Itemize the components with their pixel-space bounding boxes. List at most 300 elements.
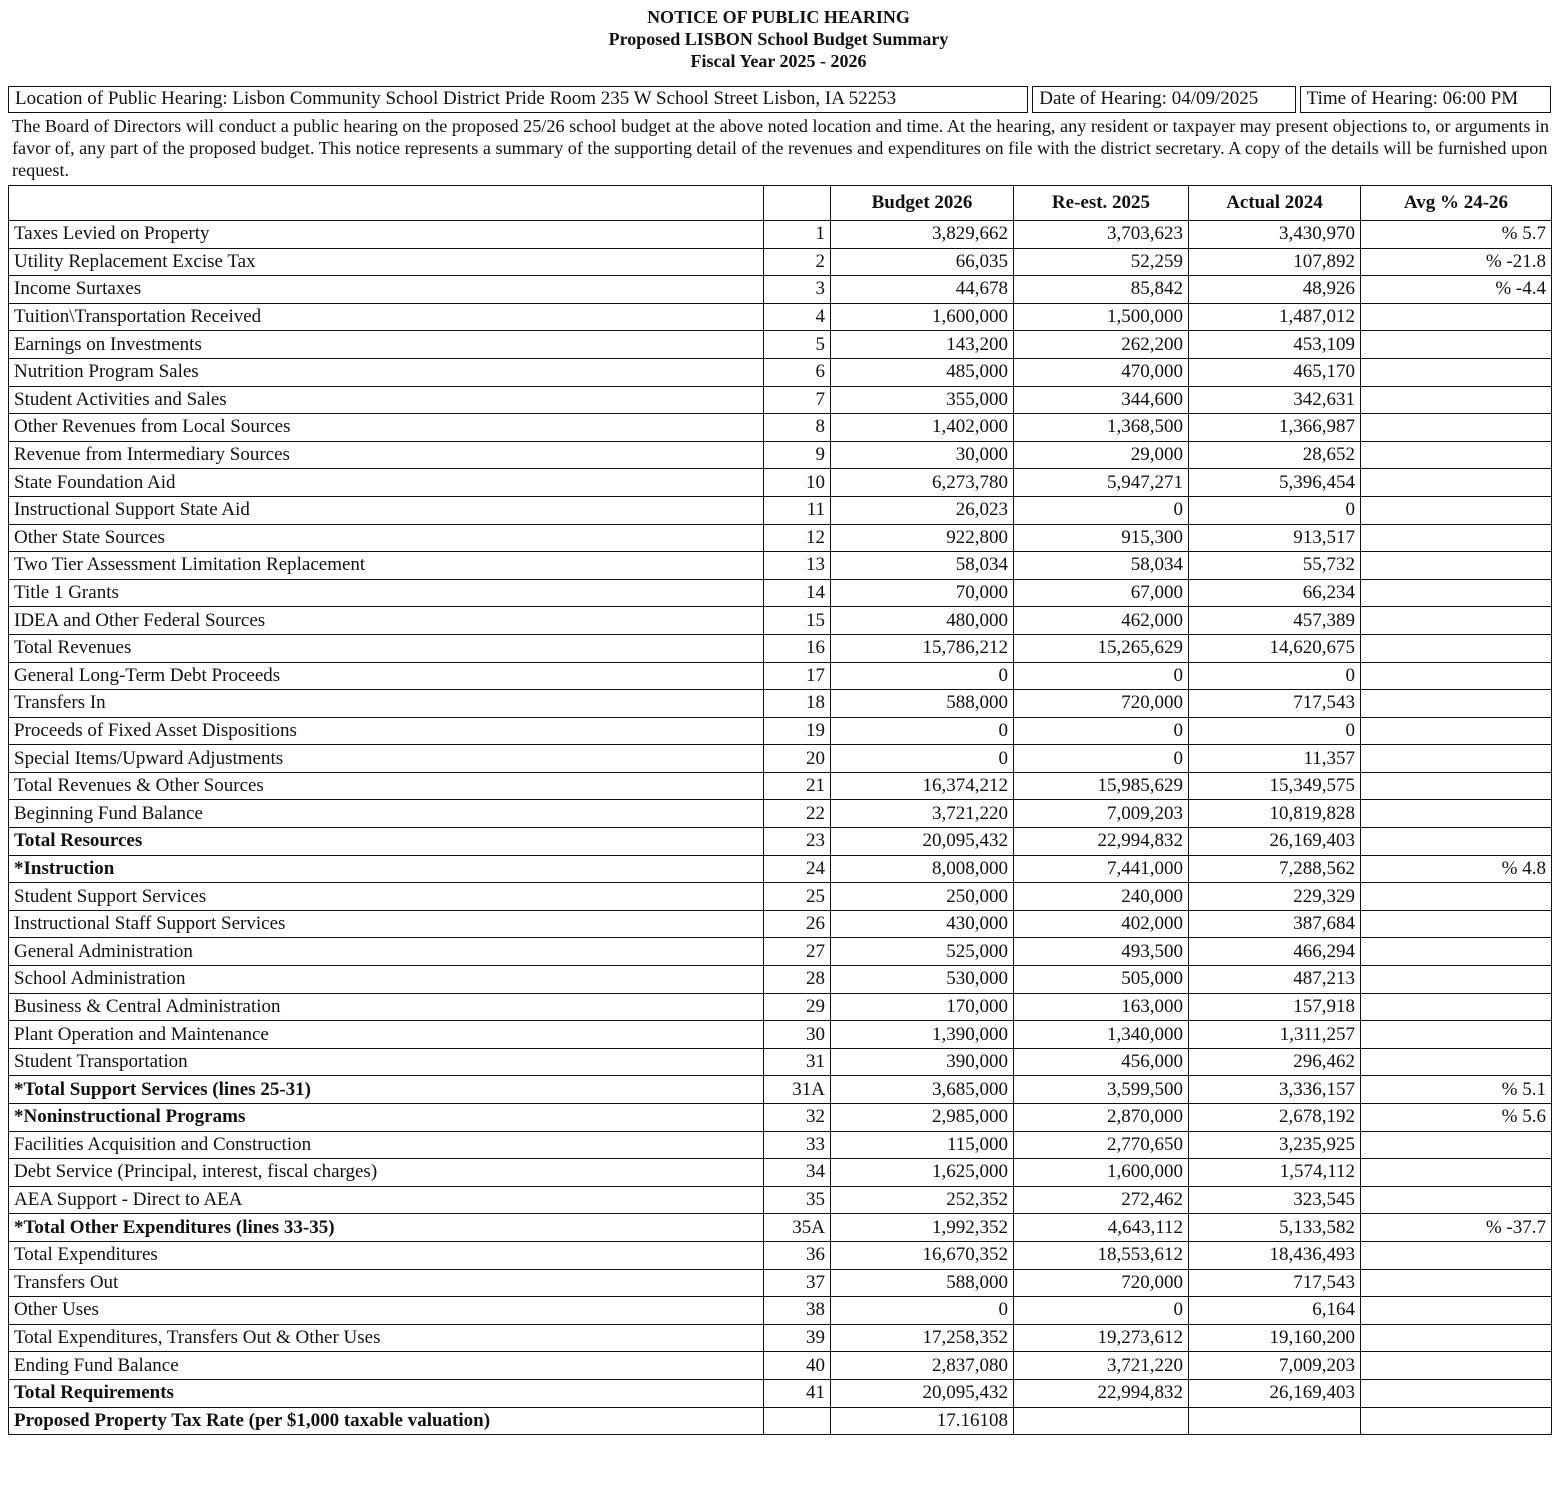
budget-2026-value: 1,402,000 (831, 414, 1014, 442)
line-number: 14 (764, 579, 831, 607)
row-label: Total Revenues & Other Sources (9, 772, 764, 800)
avg-pct-value (1361, 607, 1552, 635)
budget-2026-value: 3,721,220 (831, 800, 1014, 828)
actual-2024-value: 0 (1189, 496, 1361, 524)
table-row (9, 1104, 1552, 1132)
table-row (9, 828, 1552, 856)
line-number: 41 (764, 1379, 831, 1407)
line-number: 28 (764, 966, 831, 994)
line-number: 31 (764, 1048, 831, 1076)
table-row (9, 248, 1552, 276)
actual-2024-value: 26,169,403 (1189, 1379, 1361, 1407)
avg-pct-value (1361, 303, 1552, 331)
table-row (9, 331, 1552, 359)
table-row (9, 358, 1552, 386)
budget-2026-value: 1,625,000 (831, 1159, 1014, 1187)
table-row (9, 276, 1552, 304)
avg-pct-value (1361, 1407, 1552, 1435)
row-label: *Noninstructional Programs (9, 1104, 764, 1132)
hearing-location: Location of Public Hearing: Lisbon Community School District Pride Room 235 W School Street Lisbon, IA 52253 (8, 86, 1028, 113)
line-number: 2 (764, 248, 831, 276)
actual-2024-value: 1,311,257 (1189, 1021, 1361, 1049)
avg-pct-value (1361, 772, 1552, 800)
row-label: Transfers Out (9, 1269, 764, 1297)
actual-2024-value: 387,684 (1189, 910, 1361, 938)
budget-2026-value: 16,670,352 (831, 1241, 1014, 1269)
avg-pct-value: % -37.7 (1361, 1214, 1552, 1242)
actual-2024-value (1189, 1407, 1361, 1435)
budget-2026-value: 170,000 (831, 993, 1014, 1021)
line-number: 35A (764, 1214, 831, 1242)
avg-pct-value (1361, 1186, 1552, 1214)
actual-2024-value: 0 (1189, 717, 1361, 745)
row-label: Other Revenues from Local Sources (9, 414, 764, 442)
table-row (9, 1379, 1552, 1407)
line-number: 25 (764, 883, 831, 911)
line-number: 11 (764, 496, 831, 524)
row-label: Instructional Staff Support Services (9, 910, 764, 938)
line-number: 4 (764, 303, 831, 331)
avg-pct-value (1361, 1048, 1552, 1076)
reest-2025-value: 58,034 (1014, 552, 1189, 580)
reest-2025-value: 470,000 (1014, 358, 1189, 386)
budget-2026-value: 20,095,432 (831, 828, 1014, 856)
reest-2025-value: 7,009,203 (1014, 800, 1189, 828)
actual-2024-value: 717,543 (1189, 1269, 1361, 1297)
avg-pct-value: % 5.1 (1361, 1076, 1552, 1104)
column-header-avg-pct: Avg % 24-26 (1361, 186, 1552, 221)
budget-2026-value: 530,000 (831, 966, 1014, 994)
row-label: Total Resources (9, 828, 764, 856)
reest-2025-value: 85,842 (1014, 276, 1189, 304)
row-label: Student Transportation (9, 1048, 764, 1076)
reest-2025-value: 456,000 (1014, 1048, 1189, 1076)
budget-2026-value: 16,374,212 (831, 772, 1014, 800)
row-label: School Administration (9, 966, 764, 994)
row-label: Proposed Property Tax Rate (per $1,000 taxable valuation) (9, 1407, 764, 1435)
reest-2025-value: 720,000 (1014, 690, 1189, 718)
table-row (9, 1407, 1552, 1435)
reest-2025-value: 4,643,112 (1014, 1214, 1189, 1242)
reest-2025-value: 3,721,220 (1014, 1352, 1189, 1380)
avg-pct-value (1361, 496, 1552, 524)
budget-2026-value: 30,000 (831, 441, 1014, 469)
budget-2026-value: 588,000 (831, 1269, 1014, 1297)
reest-2025-value: 1,500,000 (1014, 303, 1189, 331)
budget-2026-value: 3,829,662 (831, 221, 1014, 249)
reest-2025-value: 3,703,623 (1014, 221, 1189, 249)
table-row (9, 993, 1552, 1021)
actual-2024-value: 19,160,200 (1189, 1324, 1361, 1352)
row-label: Student Support Services (9, 883, 764, 911)
avg-pct-value (1361, 524, 1552, 552)
row-label: State Foundation Aid (9, 469, 764, 497)
line-number: 27 (764, 938, 831, 966)
budget-2026-value: 70,000 (831, 579, 1014, 607)
avg-pct-value (1361, 414, 1552, 442)
actual-2024-value: 717,543 (1189, 690, 1361, 718)
reest-2025-value: 1,368,500 (1014, 414, 1189, 442)
avg-pct-value (1361, 883, 1552, 911)
notice-subtitle: Proposed LISBON School Budget Summary (608, 29, 949, 49)
budget-2026-value: 1,390,000 (831, 1021, 1014, 1049)
budget-2026-value: 2,837,080 (831, 1352, 1014, 1380)
line-number: 18 (764, 690, 831, 718)
avg-pct-value (1361, 966, 1552, 994)
row-label: *Instruction (9, 855, 764, 883)
line-number: 39 (764, 1324, 831, 1352)
actual-2024-value: 7,288,562 (1189, 855, 1361, 883)
actual-2024-value: 7,009,203 (1189, 1352, 1361, 1380)
row-label: Two Tier Assessment Limitation Replacement (9, 552, 764, 580)
line-number: 34 (764, 1159, 831, 1187)
budget-2026-value: 15,786,212 (831, 634, 1014, 662)
avg-pct-value (1361, 745, 1552, 773)
table-row (9, 524, 1552, 552)
avg-pct-value (1361, 552, 1552, 580)
line-number: 21 (764, 772, 831, 800)
avg-pct-value (1361, 1352, 1552, 1380)
avg-pct-value (1361, 717, 1552, 745)
budget-2026-value: 250,000 (831, 883, 1014, 911)
actual-2024-value: 457,389 (1189, 607, 1361, 635)
reest-2025-value: 272,462 (1014, 1186, 1189, 1214)
line-number: 22 (764, 800, 831, 828)
reest-2025-value: 15,985,629 (1014, 772, 1189, 800)
table-row (9, 772, 1552, 800)
budget-2026-value: 44,678 (831, 276, 1014, 304)
line-number: 24 (764, 855, 831, 883)
column-header-actual-2024: Actual 2024 (1189, 186, 1361, 221)
avg-pct-value (1361, 1269, 1552, 1297)
table-row (9, 1131, 1552, 1159)
row-label: AEA Support - Direct to AEA (9, 1186, 764, 1214)
table-row (9, 1324, 1552, 1352)
table-row (9, 303, 1552, 331)
fiscal-year: Fiscal Year 2025 - 2026 (690, 51, 867, 71)
table-row (9, 1186, 1552, 1214)
actual-2024-value: 465,170 (1189, 358, 1361, 386)
actual-2024-value: 157,918 (1189, 993, 1361, 1021)
reest-2025-value: 1,340,000 (1014, 1021, 1189, 1049)
line-number: 7 (764, 386, 831, 414)
row-label: Income Surtaxes (9, 276, 764, 304)
table-row (9, 1241, 1552, 1269)
line-number: 38 (764, 1297, 831, 1325)
avg-pct-value (1361, 1021, 1552, 1049)
line-number: 8 (764, 414, 831, 442)
budget-summary-table (8, 185, 1552, 1435)
budget-2026-value: 525,000 (831, 938, 1014, 966)
row-label: Instructional Support State Aid (9, 496, 764, 524)
row-label: Beginning Fund Balance (9, 800, 764, 828)
reest-2025-value: 0 (1014, 745, 1189, 773)
reest-2025-value: 720,000 (1014, 1269, 1189, 1297)
row-label: Earnings on Investments (9, 331, 764, 359)
row-label: Student Activities and Sales (9, 386, 764, 414)
budget-2026-value: 1,600,000 (831, 303, 1014, 331)
reest-2025-value: 0 (1014, 1297, 1189, 1325)
budget-2026-value: 0 (831, 717, 1014, 745)
reest-2025-value: 505,000 (1014, 966, 1189, 994)
budget-2026-value: 26,023 (831, 496, 1014, 524)
reest-2025-value: 344,600 (1014, 386, 1189, 414)
row-label: Business & Central Administration (9, 993, 764, 1021)
actual-2024-value: 10,819,828 (1189, 800, 1361, 828)
row-label: Facilities Acquisition and Construction (9, 1131, 764, 1159)
budget-2026-value: 66,035 (831, 248, 1014, 276)
actual-2024-value: 14,620,675 (1189, 634, 1361, 662)
row-label: Total Expenditures (9, 1241, 764, 1269)
row-label: General Long-Term Debt Proceeds (9, 662, 764, 690)
line-number: 15 (764, 607, 831, 635)
actual-2024-value: 323,545 (1189, 1186, 1361, 1214)
reest-2025-value: 2,870,000 (1014, 1104, 1189, 1132)
actual-2024-value: 453,109 (1189, 331, 1361, 359)
table-row (9, 1269, 1552, 1297)
actual-2024-value: 487,213 (1189, 966, 1361, 994)
avg-pct-value (1361, 993, 1552, 1021)
row-label: Plant Operation and Maintenance (9, 1021, 764, 1049)
avg-pct-value (1361, 800, 1552, 828)
line-number: 20 (764, 745, 831, 773)
actual-2024-value: 107,892 (1189, 248, 1361, 276)
actual-2024-value: 3,336,157 (1189, 1076, 1361, 1104)
line-number: 30 (764, 1021, 831, 1049)
table-header-row (9, 186, 1552, 221)
reest-2025-value: 0 (1014, 496, 1189, 524)
table-row (9, 910, 1552, 938)
reest-2025-value: 915,300 (1014, 524, 1189, 552)
avg-pct-value (1361, 441, 1552, 469)
line-number: 1 (764, 221, 831, 249)
actual-2024-value: 0 (1189, 662, 1361, 690)
row-label: General Administration (9, 938, 764, 966)
line-number: 26 (764, 910, 831, 938)
table-row (9, 386, 1552, 414)
reest-2025-value: 7,441,000 (1014, 855, 1189, 883)
table-row (9, 1352, 1552, 1380)
row-label: Utility Replacement Excise Tax (9, 248, 764, 276)
notice-header (0, 6, 1557, 72)
hearing-time: Time of Hearing: 06:00 PM (1300, 86, 1551, 113)
avg-pct-value (1361, 662, 1552, 690)
reest-2025-value: 0 (1014, 662, 1189, 690)
table-row (9, 1214, 1552, 1242)
avg-pct-value (1361, 1297, 1552, 1325)
table-row (9, 1048, 1552, 1076)
budget-2026-value: 0 (831, 745, 1014, 773)
budget-2026-value: 3,685,000 (831, 1076, 1014, 1104)
notice-title: NOTICE OF PUBLIC HEARING (647, 7, 910, 27)
row-label: Taxes Levied on Property (9, 221, 764, 249)
line-number: 37 (764, 1269, 831, 1297)
budget-2026-value: 0 (831, 1297, 1014, 1325)
line-number: 12 (764, 524, 831, 552)
actual-2024-value: 3,235,925 (1189, 1131, 1361, 1159)
table-row (9, 855, 1552, 883)
reest-2025-value: 262,200 (1014, 331, 1189, 359)
row-label: Other State Sources (9, 524, 764, 552)
line-number: 36 (764, 1241, 831, 1269)
line-number: 29 (764, 993, 831, 1021)
avg-pct-value (1361, 358, 1552, 386)
line-number: 5 (764, 331, 831, 359)
budget-2026-value: 390,000 (831, 1048, 1014, 1076)
actual-2024-value: 229,329 (1189, 883, 1361, 911)
avg-pct-value (1361, 690, 1552, 718)
row-label: IDEA and Other Federal Sources (9, 607, 764, 635)
budget-2026-value: 58,034 (831, 552, 1014, 580)
table-row (9, 221, 1552, 249)
line-number (764, 1407, 831, 1435)
avg-pct-value (1361, 910, 1552, 938)
row-label: Tuition\Transportation Received (9, 303, 764, 331)
avg-pct-value (1361, 1324, 1552, 1352)
line-number: 16 (764, 634, 831, 662)
actual-2024-value: 5,133,582 (1189, 1214, 1361, 1242)
actual-2024-value: 6,164 (1189, 1297, 1361, 1325)
budget-2026-value: 480,000 (831, 607, 1014, 635)
avg-pct-value: % -4.4 (1361, 276, 1552, 304)
reest-2025-value: 402,000 (1014, 910, 1189, 938)
reest-2025-value: 29,000 (1014, 441, 1189, 469)
reest-2025-value: 493,500 (1014, 938, 1189, 966)
row-label: Debt Service (Principal, interest, fiscal charges) (9, 1159, 764, 1187)
avg-pct-value (1361, 828, 1552, 856)
actual-2024-value: 48,926 (1189, 276, 1361, 304)
actual-2024-value: 3,430,970 (1189, 221, 1361, 249)
reest-2025-value: 2,770,650 (1014, 1131, 1189, 1159)
table-row (9, 552, 1552, 580)
actual-2024-value: 55,732 (1189, 552, 1361, 580)
row-label: Proceeds of Fixed Asset Dispositions (9, 717, 764, 745)
reest-2025-value: 462,000 (1014, 607, 1189, 635)
table-body (9, 221, 1552, 1435)
reest-2025-value: 0 (1014, 717, 1189, 745)
table-row (9, 938, 1552, 966)
reest-2025-value: 3,599,500 (1014, 1076, 1189, 1104)
budget-2026-value: 115,000 (831, 1131, 1014, 1159)
actual-2024-value: 342,631 (1189, 386, 1361, 414)
actual-2024-value: 466,294 (1189, 938, 1361, 966)
budget-2026-value: 485,000 (831, 358, 1014, 386)
table-row (9, 1159, 1552, 1187)
table-row (9, 441, 1552, 469)
reest-2025-value: 163,000 (1014, 993, 1189, 1021)
column-header-line (764, 186, 831, 221)
avg-pct-value (1361, 938, 1552, 966)
budget-2026-value: 6,273,780 (831, 469, 1014, 497)
row-label: Title 1 Grants (9, 579, 764, 607)
reest-2025-value: 240,000 (1014, 883, 1189, 911)
line-number: 35 (764, 1186, 831, 1214)
avg-pct-value: % 4.8 (1361, 855, 1552, 883)
table-row (9, 1297, 1552, 1325)
reest-2025-value: 52,259 (1014, 248, 1189, 276)
actual-2024-value: 296,462 (1189, 1048, 1361, 1076)
avg-pct-value: % 5.6 (1361, 1104, 1552, 1132)
budget-2026-value: 8,008,000 (831, 855, 1014, 883)
budget-2026-value: 252,352 (831, 1186, 1014, 1214)
actual-2024-value: 15,349,575 (1189, 772, 1361, 800)
table-row (9, 690, 1552, 718)
reest-2025-value: 15,265,629 (1014, 634, 1189, 662)
budget-2026-value: 355,000 (831, 386, 1014, 414)
reest-2025-value: 19,273,612 (1014, 1324, 1189, 1352)
table-row (9, 1076, 1552, 1104)
budget-2026-value: 0 (831, 662, 1014, 690)
line-number: 19 (764, 717, 831, 745)
budget-2026-value: 1,992,352 (831, 1214, 1014, 1242)
row-label: Total Requirements (9, 1379, 764, 1407)
table-row (9, 662, 1552, 690)
reest-2025-value: 5,947,271 (1014, 469, 1189, 497)
avg-pct-value (1361, 469, 1552, 497)
avg-pct-value (1361, 1379, 1552, 1407)
notice-paragraph: The Board of Directors will conduct a public hearing on the proposed 25/26 school budget at the above noted location and time. At the hearing, any resident or taxpayer may present objections to, or arguments in favor of, any part of the proposed budget. This notice represents a summary of the supporting detail of the revenues and expenditures on file with the district secretary. A copy of the details will be furnished upon request. (12, 116, 1550, 180)
table-row (9, 966, 1552, 994)
budget-2026-value: 17,258,352 (831, 1324, 1014, 1352)
hearing-info-row (8, 86, 1551, 113)
actual-2024-value: 26,169,403 (1189, 828, 1361, 856)
actual-2024-value: 2,678,192 (1189, 1104, 1361, 1132)
actual-2024-value: 5,396,454 (1189, 469, 1361, 497)
line-number: 6 (764, 358, 831, 386)
avg-pct-value: % -21.8 (1361, 248, 1552, 276)
row-label: Ending Fund Balance (9, 1352, 764, 1380)
budget-2026-value: 17.16108 (831, 1407, 1014, 1435)
avg-pct-value (1361, 331, 1552, 359)
avg-pct-value (1361, 1241, 1552, 1269)
reest-2025-value: 18,553,612 (1014, 1241, 1189, 1269)
line-number: 10 (764, 469, 831, 497)
table-row (9, 579, 1552, 607)
reest-2025-value: 22,994,832 (1014, 828, 1189, 856)
table-row (9, 1021, 1552, 1049)
actual-2024-value: 11,357 (1189, 745, 1361, 773)
budget-2026-value: 143,200 (831, 331, 1014, 359)
avg-pct-value (1361, 386, 1552, 414)
line-number: 32 (764, 1104, 831, 1132)
line-number: 40 (764, 1352, 831, 1380)
row-label: *Total Other Expenditures (lines 33-35) (9, 1214, 764, 1242)
reest-2025-value: 67,000 (1014, 579, 1189, 607)
row-label: Transfers In (9, 690, 764, 718)
avg-pct-value (1361, 634, 1552, 662)
row-label: Total Expenditures, Transfers Out & Other Uses (9, 1324, 764, 1352)
actual-2024-value: 1,574,112 (1189, 1159, 1361, 1187)
table-row (9, 883, 1552, 911)
avg-pct-value (1361, 579, 1552, 607)
actual-2024-value: 66,234 (1189, 579, 1361, 607)
line-number: 13 (764, 552, 831, 580)
budget-2026-value: 588,000 (831, 690, 1014, 718)
column-header-label (9, 186, 764, 221)
row-label: *Total Support Services (lines 25-31) (9, 1076, 764, 1104)
table-row (9, 717, 1552, 745)
reest-2025-value (1014, 1407, 1189, 1435)
row-label: Revenue from Intermediary Sources (9, 441, 764, 469)
avg-pct-value: % 5.7 (1361, 221, 1552, 249)
table-row (9, 469, 1552, 497)
table-row (9, 496, 1552, 524)
column-header-budget-2026: Budget 2026 (831, 186, 1014, 221)
budget-2026-value: 2,985,000 (831, 1104, 1014, 1132)
avg-pct-value (1361, 1159, 1552, 1187)
column-header-reest-2025: Re-est. 2025 (1014, 186, 1189, 221)
budget-2026-value: 20,095,432 (831, 1379, 1014, 1407)
